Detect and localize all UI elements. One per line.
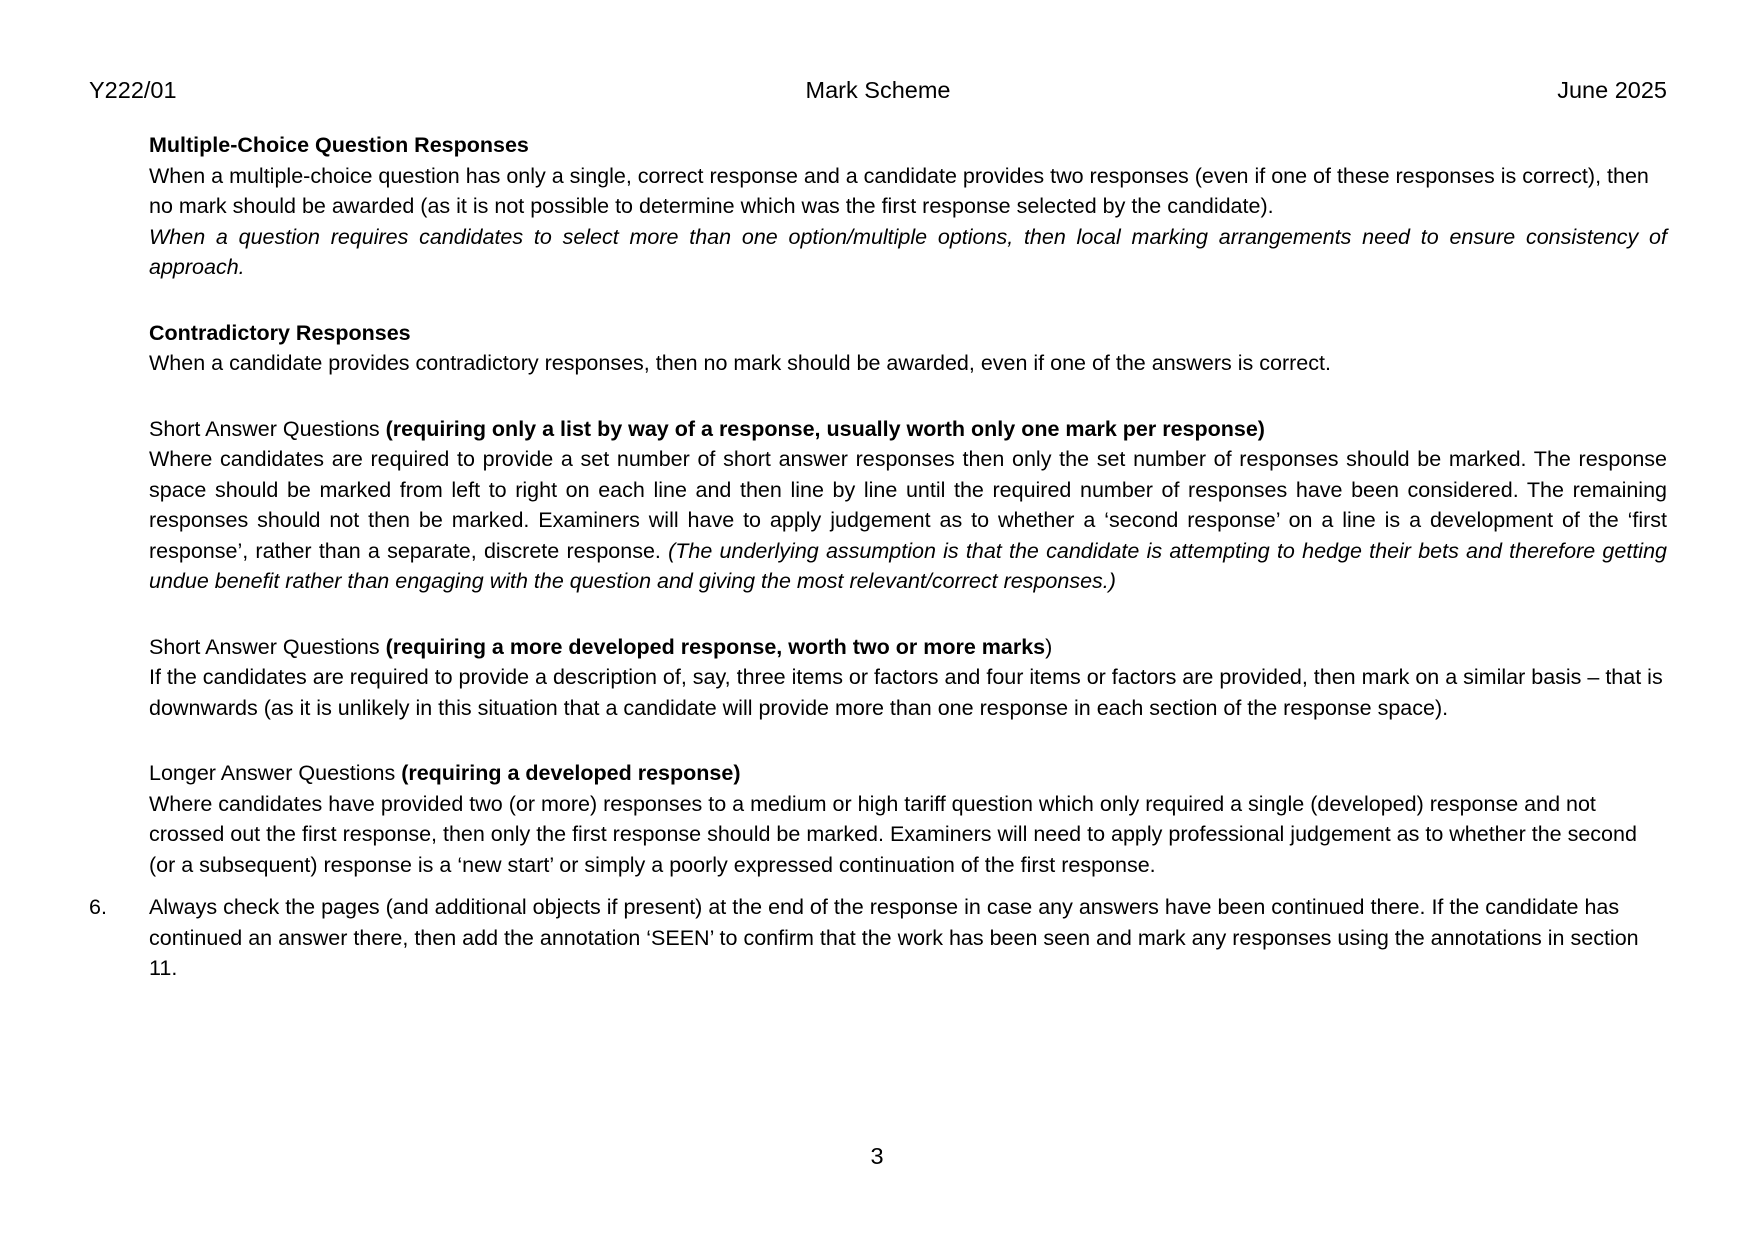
contradictory-section (149, 318, 1667, 379)
short-developed-paragraph: If the candidates are required to provide a description of, say, three items or factors and four items or factors are provided, then mark on a similar basis – that is downwards (as it is unlikely in this situation that a candidate will provide more than one response in each section of the response space). (149, 665, 1663, 720)
longer-heading-plain: Longer Answer Questions (149, 761, 402, 785)
paper-code: Y222/01 (89, 77, 177, 103)
short-list-section (149, 414, 1667, 597)
short-developed-section (149, 632, 1667, 724)
short-list-heading-plain: Short Answer Questions (149, 416, 386, 441)
document-title: Mark Scheme (805, 77, 951, 103)
short-list-paragraph-plain: Where candidates are required to provide a set number of short answer responses then only the set number of responses should be marked. The response space should be marked from left to right on each line and then line by line until the required number of responses have been considered. The remaining responses should not then be marked. Examiners will have to apply judgement as to whether a ‘second response’ on a line is a development of the ‘first response’, rather than a separate, discrete response. (149, 447, 1667, 563)
item-number: 6. (89, 895, 107, 919)
short-developed-heading-close: ) (1045, 634, 1053, 659)
short-developed-heading (149, 632, 1667, 663)
mcq-section (149, 130, 1667, 283)
main-content (149, 130, 1667, 880)
short-developed-heading-plain: Short Answer Questions (149, 634, 386, 659)
mcq-italic-paragraph: When a question requires candidates to select more than one option/multiple options, then local marking arrangements need to ensure consistency of approach. (149, 224, 1667, 279)
short-list-paragraph-italic: (The underlying assumption is that the candidate is attempting to hedge their bets and therefore getting undue benefit rather than engaging with the question and giving the most relevant/correct responses.) (149, 538, 1667, 593)
short-list-paragraph (149, 444, 1667, 597)
short-list-heading-bold: (requiring only a list by way of a response, usually worth only one mark per response) (385, 416, 1265, 441)
longer-paragraph: Where candidates have provided two (or more) responses to a medium or high tariff question which only required a single (developed) response and not crossed out the first response, then only the first response should be marked. Examiners will need to apply professional judgement as to whether the second (or a subsequent) response is a ‘new start’ or simply a poorly expressed continuation of the first response. (149, 791, 1637, 877)
contradictory-heading: Contradictory Responses (149, 320, 411, 345)
numbered-item-6 (89, 892, 1667, 984)
mcq-heading: Multiple-Choice Question Responses (149, 133, 529, 157)
page-header (89, 74, 1667, 106)
exam-session-date: June 2025 (1557, 77, 1667, 103)
longer-heading (149, 758, 1667, 789)
longer-heading-bold: (requiring a developed response) (401, 761, 741, 785)
mcq-paragraph: When a multiple-choice question has only a single, correct response and a candidate provides two responses (even if one of these responses is correct), then no mark should be awarded (as it is not possible to determine which was the first response selected by the candidate). (149, 163, 1649, 218)
short-list-heading (149, 414, 1667, 445)
contradictory-paragraph: When a candidate provides contradictory responses, then no mark should be awarded, even if one of the answers is correct. (149, 351, 1331, 375)
page-number: 3 (870, 1143, 884, 1169)
page-footer (0, 1140, 1754, 1172)
short-developed-heading-bold: (requiring a more developed response, worth two or more marks (385, 634, 1046, 659)
longer-section (149, 758, 1667, 880)
item-text: Always check the pages (and additional objects if present) at the end of the response in case any answers have been continued there. If the candidate has continued an answer there, then add the annotation ‘SEEN’ to confirm that the work has been seen and mark any responses using the annotations in section 11. (149, 895, 1639, 980)
